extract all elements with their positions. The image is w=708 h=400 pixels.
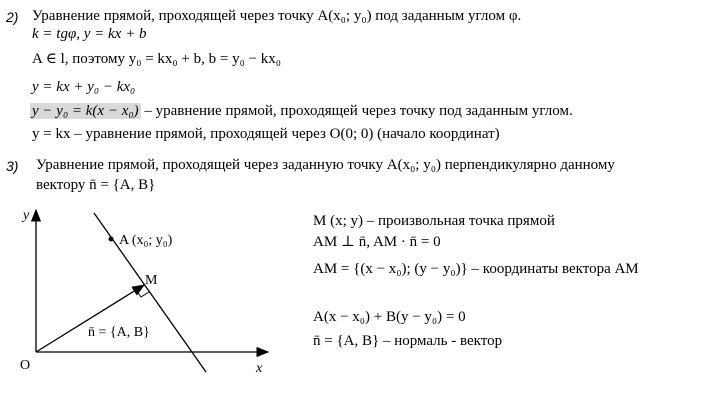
section-2-substituted-line: y = kx + y₀ − kx₀ xyxy=(32,79,136,95)
point-a-label: A (x₀; y₀) xyxy=(119,233,173,248)
section-3-number: 3) xyxy=(6,158,19,174)
y-axis-label: y xyxy=(23,208,30,223)
point-a-dot xyxy=(109,237,114,242)
right-angle-mark xyxy=(136,290,149,297)
right-line-5: n̄ = {A, B} – нормаль - вектор xyxy=(313,333,503,349)
vector-label: n̄ = {A, B} xyxy=(88,325,150,340)
right-line-1: M (x; y) – произвольная точка прямой xyxy=(313,213,555,229)
section-2-origin-line: y = kx – уравнение прямой, проходящей через O(0; 0) (начало координат) xyxy=(32,126,500,142)
section-2-slope-line: k = tgφ, y = kx + b xyxy=(32,26,147,42)
point-slope-description: – уравнение прямой, проходящей через точку под заданным углом. xyxy=(140,103,573,119)
origin-label: O xyxy=(20,358,31,373)
right-line-3: AM = {(x − x₀); (y − y₀)} – координаты вектора AM xyxy=(313,261,639,277)
right-line-2: AM ⊥ n̄, AM · n̄ = 0 xyxy=(313,234,441,250)
section-2-title: Уравнение прямой, проходящей через точку A(x₀; y₀) под заданным углом φ. xyxy=(32,8,522,24)
section-2-membership-line: A ∈ l, поэтому y₀ = kx₀ + b, b = y₀ − kx₀ xyxy=(32,51,281,67)
right-line-4: A(x − x₀) + B(y − y₀) = 0 xyxy=(313,309,466,325)
section-3-title-line-2: вектору n̄ = {A, B} xyxy=(36,177,156,193)
x-axis-label: x xyxy=(256,361,263,376)
normal-vector xyxy=(36,285,144,352)
point-slope-formula: y − y₀ = k(x − x₀) xyxy=(32,103,139,119)
point-m-label: M xyxy=(145,273,158,288)
section-2-number: 2) xyxy=(6,9,19,25)
section-3-title-line-1: Уравнение прямой, проходящей через заданную точку A(x₀; y₀) перпендикулярно данному xyxy=(36,157,615,173)
